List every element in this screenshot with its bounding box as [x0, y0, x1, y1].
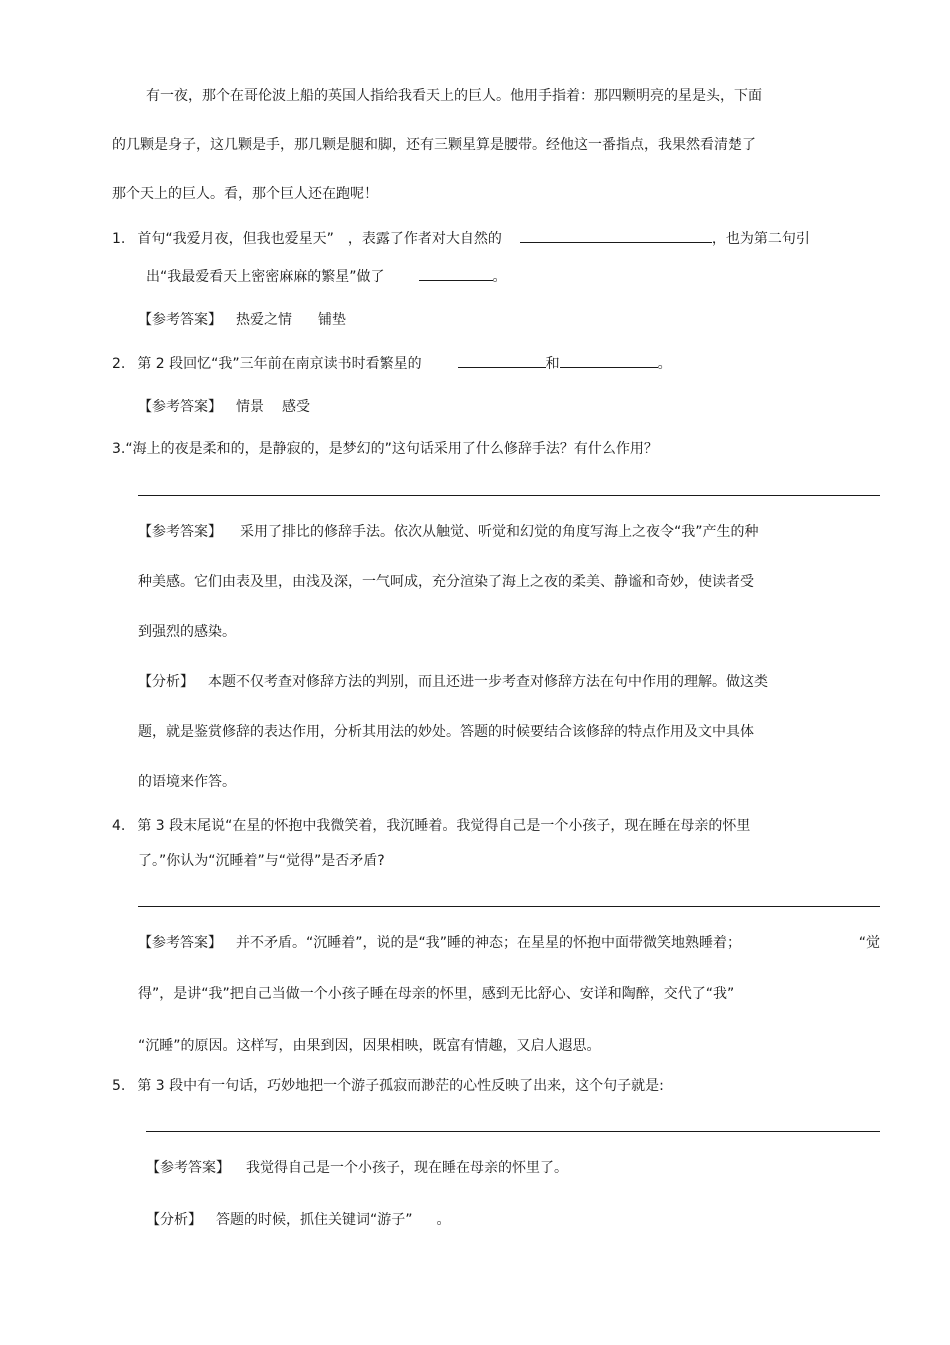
question-number: 4. — [112, 818, 126, 834]
analysis-label: 【分析】 — [138, 674, 194, 690]
answer-label: 【参考答案】 — [146, 1160, 230, 1176]
question-2-answer — [138, 397, 310, 417]
question-4-answer-line-2: 得”，是讲“我”把自己当做一个小孩子睡在母亲的怀里，感到无比舒心、安详和陶醉，交代了“我” — [138, 986, 735, 1002]
passage-line-2: 的几颗是身子，这几颗是手，那几颗是腿和脚，还有三颗星算是腰带。经他这一番指点，我果然看清楚了 — [112, 137, 756, 153]
question-3-answer-line-1 — [138, 522, 759, 542]
answer-text: 并不矛盾。“沉睡着”，说的是“我”睡的神态；在星星的怀抱中面带微笑地熟睡着； — [236, 935, 742, 951]
question-5-answer — [146, 1158, 568, 1178]
answer-label: 【参考答案】 — [138, 524, 222, 540]
answer-text: 我觉得自己是一个小孩子，现在睡在母亲的怀里了。 — [246, 1160, 568, 1176]
answer-blank[interactable] — [520, 228, 712, 243]
question-text: 第 2 段回忆“我”三年前在南京读书时看繁星的 — [137, 356, 422, 372]
question-5-analysis — [146, 1210, 451, 1230]
answer-text: 情景 — [236, 399, 264, 415]
question-5-line — [112, 1076, 664, 1096]
question-4-answer-line-1-end: “觉 — [858, 935, 880, 951]
question-4-answer-line-1 — [138, 933, 741, 953]
answer-blank[interactable] — [458, 353, 546, 368]
question-number: 3. — [112, 441, 126, 457]
question-3-analysis-line-3: 的语境来作答。 — [138, 774, 236, 790]
question-3-analysis-line-2: 题，就是鉴赏修辞的表达作用，分析其用法的妙处。答题的时候要结合该修辞的特点作用及文中具体 — [138, 724, 754, 740]
question-text: 首句“我爱月夜，但我也爱星天” — [137, 231, 334, 247]
question-1-line-1 — [112, 228, 810, 249]
question-1-answer — [138, 310, 346, 330]
analysis-text: 答题的时候，抓住关键词“游子” — [216, 1212, 413, 1228]
passage-line-1: 有一夜，那个在哥伦波上船的英国人指给我看天上的巨人。他用手指着：那四颗明亮的星是头，下面 — [146, 88, 762, 104]
question-3-answer-line-3: 到强烈的感染。 — [138, 624, 236, 640]
passage-line-3: 那个天上的巨人。看，那个巨人还在跑呢！ — [112, 186, 378, 202]
answer-blank[interactable] — [419, 266, 493, 281]
answer-line[interactable] — [138, 495, 880, 496]
question-4-answer-line-3: “沉睡”的原因。这样写，由果到因，因果相映，既富有情趣，又启人遐思。 — [138, 1038, 601, 1054]
answer-line[interactable] — [138, 906, 880, 907]
question-text: ，表露了作者对大自然的 — [347, 231, 502, 247]
answer-label: 【参考答案】 — [138, 312, 222, 328]
answer-text: 铺垫 — [318, 312, 346, 328]
question-text: ，也为第二句引 — [711, 231, 810, 247]
question-1-line-2 — [146, 266, 507, 287]
question-text: 和 — [545, 356, 560, 372]
question-4-line-2: 了。”你认为“沉睡着”与“觉得”是否矛盾? — [138, 853, 385, 869]
question-2-line — [112, 353, 672, 374]
answer-label: 【参考答案】 — [138, 399, 222, 415]
analysis-text: 本题不仅考查对修辞方法的判别，而且还进一步考查对修辞方法在句中作用的理解。做这类 — [208, 674, 768, 690]
question-4-line-1 — [112, 816, 750, 836]
answer-line[interactable] — [146, 1131, 880, 1132]
question-3-line — [112, 439, 658, 459]
question-number: 2. — [112, 356, 126, 372]
answer-text: 感受 — [282, 399, 310, 415]
answer-text: 热爱之情 — [236, 312, 292, 328]
question-number: 1. — [112, 231, 126, 247]
question-text: 。 — [492, 269, 507, 285]
question-text: 。 — [657, 356, 672, 372]
question-text: 第 3 段中有一句话，巧妙地把一个游子孤寂而渺茫的心性反映了出来，这个句子就是: — [137, 1078, 664, 1094]
answer-label: 【参考答案】 — [138, 935, 222, 951]
question-3-analysis-line-1 — [138, 672, 768, 692]
question-text: 第 3 段末尾说“在星的怀抱中我微笑着，我沉睡着。我觉得自己是一个小孩子，现在睡在母亲的怀里 — [137, 818, 751, 834]
analysis-text: 。 — [436, 1212, 451, 1228]
question-number: 5. — [112, 1078, 126, 1094]
question-text: “海上的夜是柔和的，是静寂的，是梦幻的”这句话采用了什么修辞手法？有什么作用？ — [125, 441, 658, 457]
analysis-label: 【分析】 — [146, 1212, 202, 1228]
question-text: 出“我最爱看天上密密麻麻的繁星”做了 — [146, 269, 385, 285]
answer-blank[interactable] — [560, 353, 658, 368]
question-3-answer-line-2: 种美感。它们由表及里，由浅及深，一气呵成，充分渲染了海上之夜的柔美、静谧和奇妙，使读者受 — [138, 574, 754, 590]
answer-text: 采用了排比的修辞手法。依次从触觉、听觉和幻觉的角度写海上之夜令“我”产生的种 — [240, 524, 759, 540]
